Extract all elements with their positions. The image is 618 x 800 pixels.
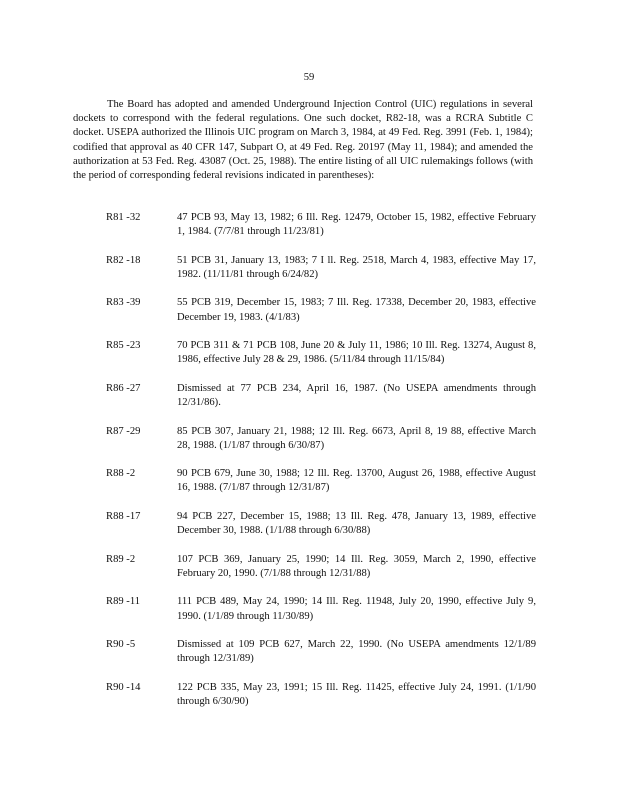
list-item	[106, 425, 536, 453]
rulemaking-description: 107 PCB 369, January 25, 1990; 14 Ill. Reg. 3059, March 2, 1990, effective February 20, 1990. (7/1/88 through 12/31/88)	[177, 553, 536, 579]
docket-number: R90 -5	[106, 639, 136, 651]
rulemaking-description: 85 PCB 307, January 21, 1988; 12 Ill. Reg. 6673, April 8, 19 88, effective March 28, 1988. (1/1/87 through 6/30/87)	[177, 425, 536, 451]
rulemaking-description: Dismissed at 77 PCB 234, April 16, 1987. (No USEPA amendments through 12/31/86).	[177, 382, 536, 409]
list-item	[106, 553, 536, 581]
rulemaking-description: 94 PCB 227, December 15, 1988; 13 Ill. Reg. 478, January 13, 1989, effective December 30, 1988. (1/1/88 through 6/30/88)	[177, 510, 536, 537]
docket-number: R81 -32	[106, 212, 141, 223]
list-item	[106, 296, 536, 324]
list-item	[106, 638, 536, 666]
rulemaking-description: 70 PCB 311 & 71 PCB 108, June 20 & July 11, 1986; 10 Ill. Reg. 13274, August 8, 1986, effective July 28 & 29, 1986. (5/11/84 through 11/15/84)	[177, 340, 536, 366]
list-item	[106, 595, 536, 623]
rulemaking-description: 90 PCB 679, June 30, 1988; 12 Ill. Reg. 13700, August 26, 1988, effective August 16, 1988. (7/1/87 through 12/31/87)	[177, 468, 536, 494]
docket-number: R88 -2	[106, 468, 136, 480]
list-item	[106, 382, 536, 410]
rulemaking-description: Dismissed at 109 PCB 627, March 22, 1990. (No USEPA amendments 12/1/89 through 12/31/89)	[177, 639, 536, 665]
list-item	[106, 681, 536, 709]
rulemaking-description: 122 PCB 335, May 23, 1991; 15 Ill. Reg. 11425, effective July 24, 1991. (1/1/90 through 6/30/90)	[177, 681, 536, 707]
rulemaking-description: 47 PCB 93, May 13, 1982; 6 Ill. Reg. 12479, October 15, 1982, effective February 1, 1984. (7/7/81 through 11/23/81)	[177, 212, 536, 238]
list-item	[106, 339, 536, 367]
docket-number: R88 -17	[106, 510, 141, 522]
rulemaking-description: 51 PCB 31, January 13, 1983; 7 I ll. Reg. 2518, March 4, 1983, effective May 17, 1982. (11/11/81 through 6/24/82)	[177, 254, 536, 280]
list-item	[106, 254, 536, 282]
list-item	[106, 467, 536, 495]
rulemaking-list	[106, 211, 536, 723]
page-number: 59	[303, 72, 315, 83]
docket-number: R82 -18	[106, 254, 141, 266]
docket-number: R86 -27	[106, 382, 141, 394]
list-item	[106, 510, 536, 538]
rulemaking-description: 111 PCB 489, May 24, 1990; 14 Ill. Reg. 11948, July 20, 1990, effective July 9, 1990. (1/1/89 through 11/30/89)	[177, 596, 536, 622]
list-item	[106, 211, 536, 239]
docket-number: R85 -23	[106, 340, 141, 352]
docket-number: R89 -2	[106, 553, 136, 565]
intro-paragraph: The Board has adopted and amended Underground Injection Control (UIC) regulations in several dockets to correspond with the federal regulations. One such docket, R82-18, was a RCRA Subtitle C docket. USEPA authorized the Illinois UIC program on March 3, 1984, at 49 Fed. Reg. 3991 (Feb. 1, 1984); codified that approval as 40 CFR 147, Subpart O, at 49 Fed. Reg. 20197 (May 11, 1984); and amended the authorization at 53 Fed. Reg. 43087 (Oct. 25, 1988). The entire listing of all UIC rulemakings follows (with the period of corresponding federal revisions indicated in parentheses):	[73, 99, 533, 182]
rulemaking-description: 55 PCB 319, December 15, 1983; 7 Ill. Reg. 17338, December 20, 1983, effective December 19, 1983. (4/1/83)	[177, 297, 536, 323]
docket-number: R90 -14	[106, 681, 141, 693]
docket-number: R89 -11	[106, 596, 141, 608]
docket-number: R83 -39	[106, 297, 141, 309]
docket-number: R87 -29	[106, 425, 141, 437]
